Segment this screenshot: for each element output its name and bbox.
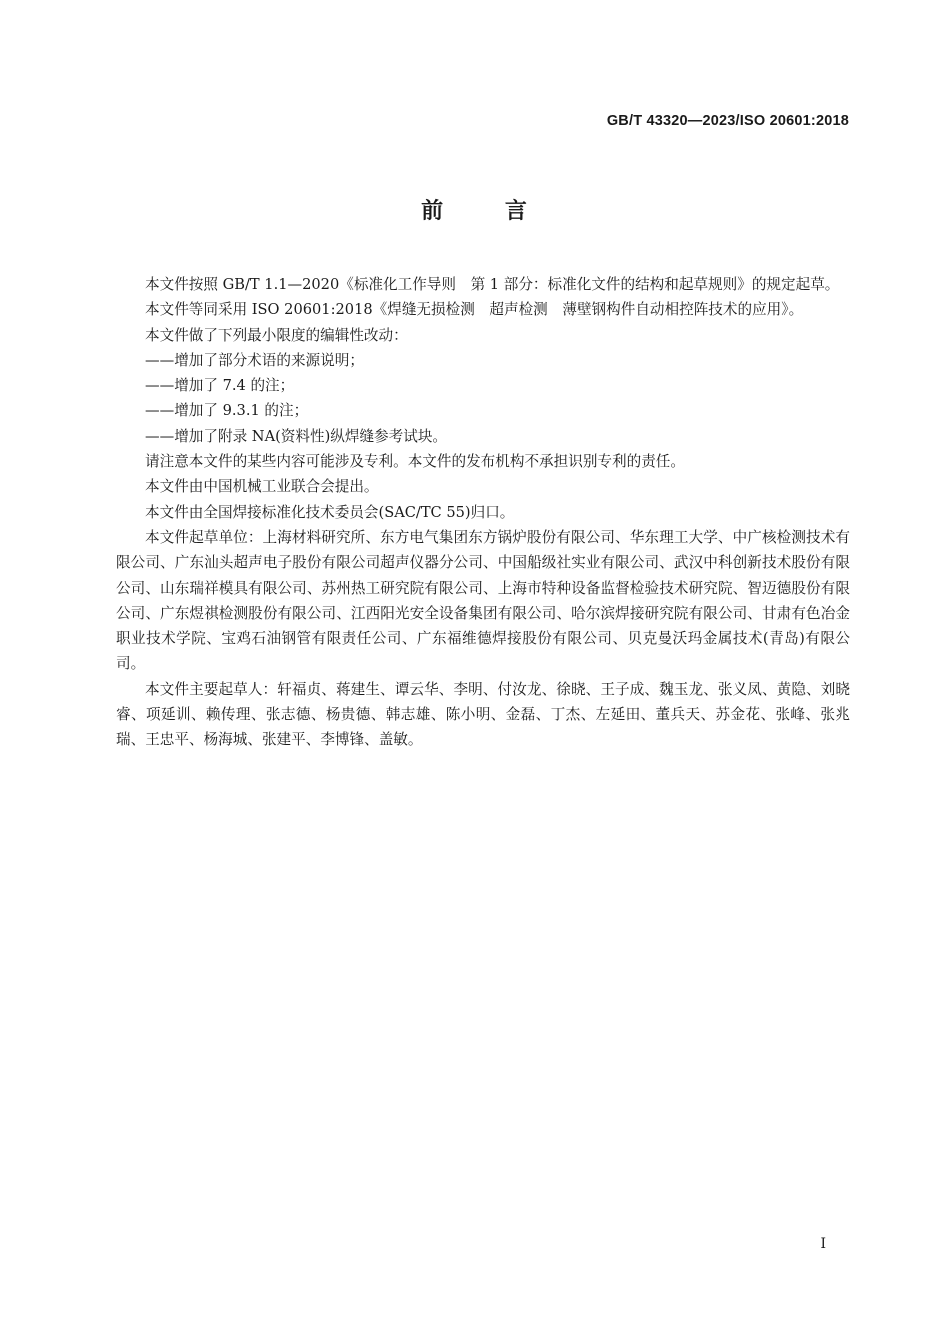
list-item: ——增加了部分术语的来源说明； xyxy=(145,351,364,369)
paragraph-patent-notice: 请注意本文件的某些内容可能涉及专利。本文件的发布机构不承担识别专利的责任。 xyxy=(145,453,685,471)
paragraph-drafting-organizations: 本文件起草单位：上海材料研究所、东方电气集团东方锅炉股份有限公司、华东理工大学、中广核检测技术有限公司、广东汕头超声电子股份有限公司超声仪器分公司、中国船级社实业有限公司、武汉中科创新技术股份有限公司、山东瑞祥模具有限公司、苏州热工研究院有限公司、上海市特种设备监督检验技术研究院、智迈德股份有限公司、广东煜祺检测股份有限公司、江西阳光安全设备集团有限公司、哈尔滨焊接研究院有限公司、甘肃有色冶金职业技术学院、宝鸡石油钢管有限责任公司、广东福维德焊接股份有限公司、贝克曼沃玛金属技术(青岛)有限公司。 xyxy=(116,528,850,673)
list-item: ——增加了 7.4 的注； xyxy=(145,377,295,395)
standard-code: GB/T 43320—2023/ISO 20601:2018 xyxy=(606,113,849,129)
page-number: I xyxy=(820,1236,826,1252)
paragraph-adoption: 本文件等同采用 ISO 20601:2018《焊缝无损检测 超声检测 薄壁钢构件自动相控阵技术的应用》。 xyxy=(145,301,804,319)
paragraph-drafters: 本文件主要起草人：轩福贞、蒋建生、谭云华、李明、付汝龙、徐晓、王子成、魏玉龙、张义凤、黄隐、刘晓睿、项延训、赖传理、张志德、杨贵德、韩志雄、陈小明、金磊、丁杰、左延田、董兵天、苏金花、张峰、张兆瑞、王忠平、杨海城、张建平、李博锋、盖敏。 xyxy=(116,680,850,749)
paragraph-administered-by: 本文件由全国焊接标准化技术委员会(SAC/TC 55)归口。 xyxy=(145,503,515,521)
list-item: ——增加了附录 NA(资料性)纵焊缝参考试块。 xyxy=(145,427,448,445)
list-item: ——增加了 9.3.1 的注； xyxy=(145,402,309,420)
paragraph-proposed-by: 本文件由中国机械工业联合会提出。 xyxy=(145,478,379,496)
paragraph-editorial-changes: 本文件做了下列最小限度的编辑性改动： xyxy=(145,326,408,344)
paragraph-drafting-rules: 本文件按照 GB/T 1.1—2020《标准化工作导则 第 1 部分：标准化文件的结构和起草规则》的规定起草。 xyxy=(145,276,840,293)
foreword-body xyxy=(116,272,850,753)
page-title: 前 言 xyxy=(421,199,529,224)
